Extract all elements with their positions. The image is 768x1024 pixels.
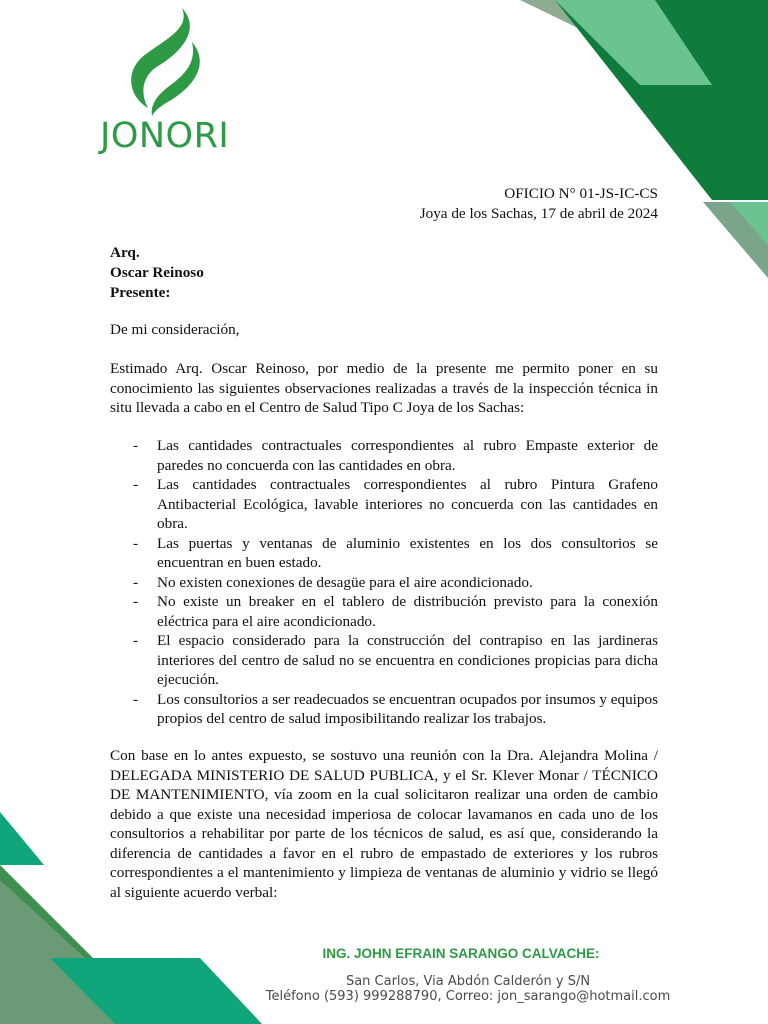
observation-item: - Los consultorios a ser readecuados se encuentran ocupados por insumos y equipos propios del centro de salud imposibilitando realizar los trabajos. bbox=[110, 690, 658, 729]
greeting: De mi consideración, bbox=[110, 321, 240, 338]
document-reference: OFICIO N° 01-JS-IC-CS bbox=[504, 185, 658, 202]
place-date: Joya de los Sachas, 17 de abril de 2024 bbox=[419, 205, 658, 222]
recipient-name: Oscar Reinoso bbox=[110, 264, 204, 281]
footer-address: San Carlos, Via Abdón Calderón y S/N bbox=[345, 974, 591, 989]
intro-paragraph: Estimado Arq. Oscar Reinoso, por medio de la presente me permito poner en su conocimiento las siguientes observaciones realizadas a través de la inspección técnica in situ llevada a cabo en el Centro de Salud Tipo C Joya de los Sachas: bbox=[110, 360, 658, 416]
recipient-closing: Presente: bbox=[110, 284, 171, 301]
observation-item: - Las cantidades contractuales correspondientes al rubro Pintura Grafeno Antibacterial Ecológica, lavable interiores no concuerda con las cantidades en obra. bbox=[110, 475, 658, 534]
observation-item: - Las puertas y ventanas de aluminio existentes en los dos consultorios se encuentran en buen estado. bbox=[110, 534, 658, 573]
company-name: JONORI bbox=[100, 116, 230, 156]
conclusion-paragraph: Con base en lo antes expuesto, se sostuvo una reunión con la Dra. Alejandra Molina / DELEGADA MINISTERIO DE SALUD PUBLICA, y el Sr. Klever Monar / TÉCNICO DE MANTENIMIENTO, vía zoom en la cual solicitaron realizar una orden de cambio debido a que existe una necesidad imperiosa de colocar lavamanos en cada uno de los consultorios a rehabilitar por parte de los técnicos de salud, es así que, considerando la diferencia de cantidades a favor en el rubro de empastado de exteriores y los rubros correspondientes a el mantenimiento y limpieza de ventanas de aluminio y vidrio se llegó al siguiente acuerdo verbal: bbox=[110, 747, 658, 901]
footer-contact: Teléfono (593) 999288790, Correo: jon_sarango@hotmail.com bbox=[265, 989, 671, 1004]
observation-item: - No existen conexiones de desagüe para el aire acondicionado. bbox=[110, 573, 658, 593]
signer-name: ING. JOHN EFRAIN SARANGO CALVACHE: bbox=[322, 946, 600, 961]
company-logo bbox=[100, 8, 240, 158]
observation-item: - El espacio considerado para la construcción del contrapiso en las jardineras interiores del centro de salud no se encuentra en condiciones propicias para dicha ejecución. bbox=[110, 631, 658, 690]
leaf-logo-icon bbox=[120, 8, 210, 116]
observation-item: - Las cantidades contractuales correspondientes al rubro Empaste exterior de paredes no concuerda con las cantidades en obra. bbox=[110, 436, 658, 475]
observations-list bbox=[110, 436, 658, 729]
recipient-title: Arq. bbox=[110, 244, 140, 261]
observation-item: - No existe un breaker en el tablero de distribución previsto para la conexión eléctrica para el aire acondicionado. bbox=[110, 592, 658, 631]
bottom-left-teal-small bbox=[0, 812, 44, 865]
